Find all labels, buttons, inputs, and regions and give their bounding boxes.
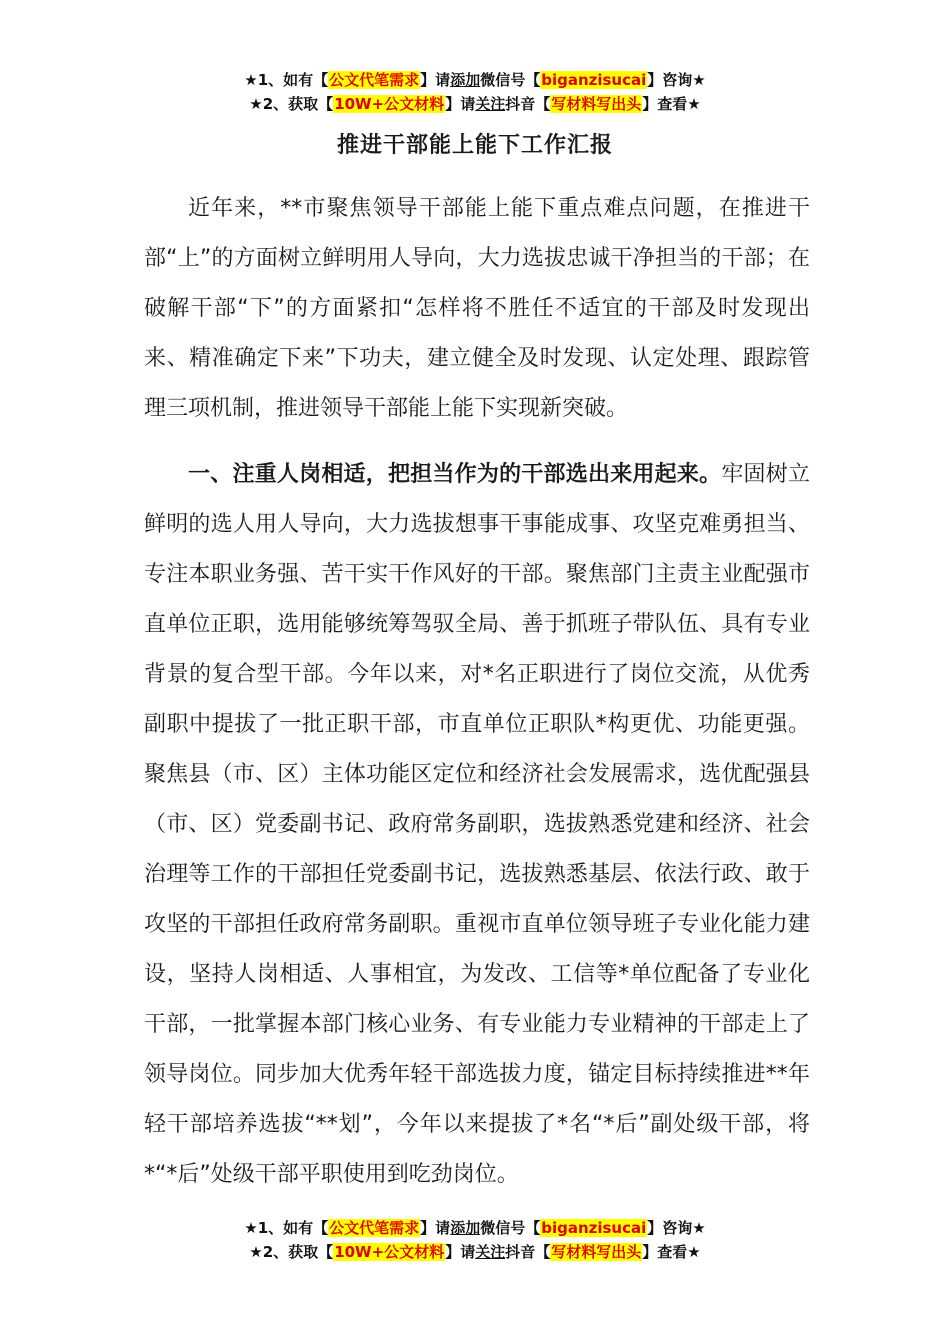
banner-line-1 — [0, 1216, 950, 1240]
banner-highlight: 10W+公文材料 — [334, 1243, 445, 1261]
banner-text: 抖音【 — [505, 95, 551, 113]
banner-text: 微信号【 — [480, 71, 541, 89]
bottom-banner — [0, 1216, 950, 1264]
banner-underlined: 添加 — [450, 71, 481, 89]
banner-highlight: 公文代笔需求 — [329, 71, 420, 89]
banner-text: 】请 — [445, 95, 476, 113]
document-title: 推进干部能上能下工作汇报 — [336, 133, 613, 158]
banner-text: 抖音【 — [505, 1243, 551, 1261]
banner-highlight: 10W+公文材料 — [334, 95, 445, 113]
banner-underlined: 关注 — [475, 95, 506, 113]
banner-text: 】请 — [420, 71, 451, 89]
banner-text: 】请 — [445, 1243, 476, 1261]
top-banner — [0, 68, 950, 116]
banner-line-2 — [0, 92, 950, 116]
banner-highlight: 公文代笔需求 — [329, 1219, 420, 1237]
banner-text: 】咨询★ — [647, 71, 706, 89]
section-1-paragraph — [144, 450, 810, 1200]
banner-text: 】请 — [420, 1219, 451, 1237]
banner-highlight: biganzisucai — [541, 1219, 647, 1237]
banner-line-1 — [0, 68, 950, 92]
banner-text: ★1、如有【 — [244, 71, 329, 89]
banner-text: ★2、获取【 — [249, 95, 334, 113]
banner-text: ★1、如有【 — [244, 1219, 329, 1237]
banner-text: ★2、获取【 — [249, 1243, 334, 1261]
banner-text: 微信号【 — [480, 1219, 541, 1237]
banner-highlight: biganzisucai — [541, 71, 647, 89]
banner-highlight: 写材料写出头 — [551, 95, 642, 113]
banner-underlined: 添加 — [450, 1219, 481, 1237]
banner-underlined: 关注 — [475, 1243, 506, 1261]
banner-text: 】查看★ — [642, 1243, 701, 1261]
intro-paragraph: 近年来，**市聚焦领导干部能上能下重点难点问题，在推进干部“上”的方面树立鲜明用人导向，大力选拔忠诚干净担当的干部；在破解干部“下”的方面紧扣“怎样将不胜任不适宜的干部及时发现出来、精准确定下来”下功夫，建立健全及时发现、认定处理、跟踪管理三项机制，推进领导干部能上能下实现新突破。 — [144, 196, 810, 421]
banner-text: 】咨询★ — [647, 1219, 706, 1237]
section-1-body: 牢固树立鲜明的选人用人导向，大力选拔想事干事能成事、攻坚克难勇担当、专注本职业务强、苦干实干作风好的干部。聚焦部门主责主业配强市直单位正职，选用能够统筹驾驭全局、善于抓班子带队伍、具有专业背景的复合型干部。今年以来，对*名正职进行了岗位交流，从优秀副职中提拔了一批正职干部，市直单位正职队*构更优、功能更强。聚焦县（市、区）主体功能区定位和经济社会发展需求，选优配强县（市、区）党委副书记、政府常务副职，选拔熟悉党建和经济、社会治理等工作的干部担任党委副书记，选拔熟悉基层、依法行政、敢于攻坚的干部担任政府常务副职。重视市直单位领导班子专业化能力建设，坚持人岗相适、人事相宜，为发改、工信等*单位配备了专业化干部，一批掌握本部门核心业务、有专业能力专业精神的干部走上了领导岗位。同步加大优秀年轻干部选拔力度，锚定目标持续推进**年轻干部培养选拔“**划”，今年以来提拔了*名“*后”副处级干部，将*“*后”处级干部平职使用到吃劲岗位。 — [144, 462, 810, 1187]
banner-line-2 — [0, 1240, 950, 1264]
banner-highlight: 写材料写出头 — [551, 1243, 642, 1261]
section-1-heading: 一、注重人岗相适，把担当作为的干部选出来用起来。 — [188, 462, 722, 487]
document-body — [144, 184, 810, 1200]
banner-text: 】查看★ — [642, 95, 701, 113]
